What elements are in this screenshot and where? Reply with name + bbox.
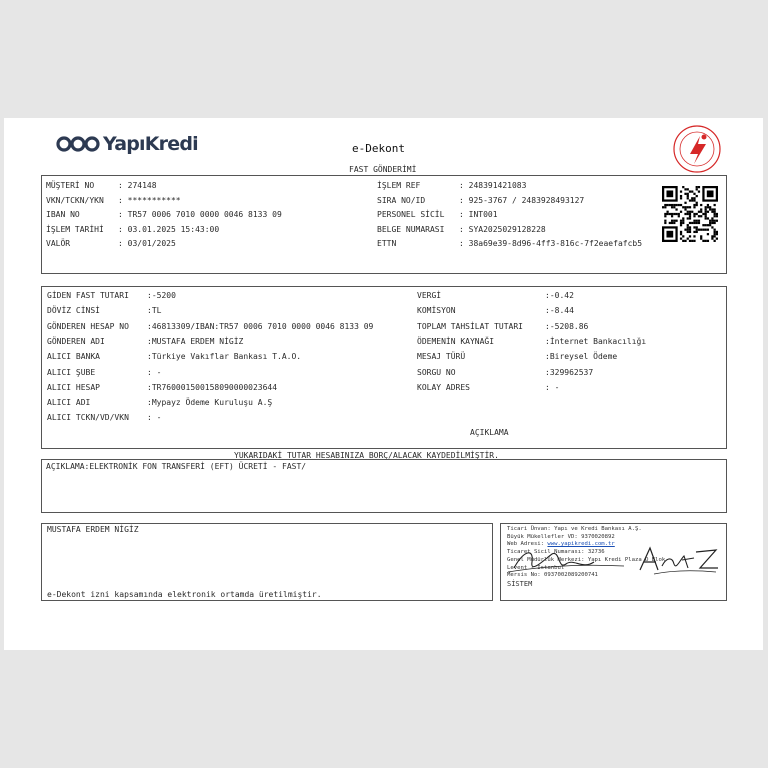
transfer-field-row [47,352,301,362]
transaction-field-label: BELGE NUMARASI [377,224,445,234]
transfer-field-value: :TL [147,306,162,316]
customer-field-value: : 03.01.2025 15:43:00 [118,224,220,234]
company-tax-office: Büyük Mükellefler VD: 9370020892 [507,533,615,540]
company-web-link[interactable]: www.yapikredi.com.tr [547,541,615,548]
fee-field-value: :-0.42 [545,291,574,300]
transfer-field-row [47,306,161,316]
fee-field-label: ÖDEMENİN KAYNAĞI [417,336,495,346]
transfer-field-label: ALICI TCKN/VD/VKN [47,413,129,423]
system-label: SİSTEM [507,579,533,588]
transfer-field-label: GÖNDEREN ADI [47,336,105,346]
customer-field-row [46,239,176,249]
fee-field-row [417,306,574,316]
transfer-field-value: :46813309/IBAN:TR57 0006 7010 0000 0046 8133 09 [147,321,374,331]
transfer-field-label: ALICI ADI [47,398,91,408]
transaction-field-value: : INT001 [459,210,498,219]
transfer-field-row [47,383,277,393]
fee-field-row [417,322,588,332]
document-title: e-Dekont [352,142,405,155]
transaction-field-row [377,239,642,249]
transfer-field-value: :-5200 [147,291,176,300]
transaction-field-row [377,196,584,206]
signature-icon [504,540,724,580]
transfer-field-row [47,291,176,301]
transfer-field-label: ALICI BANKA [47,352,100,362]
customer-field-row [46,210,282,220]
fee-field-value: :Bireysel Ödeme [545,352,618,362]
document-subtitle: FAST GÖNDERİMİ [349,165,417,174]
fee-field-label: SORGU NO [417,367,456,377]
customer-field-value: : 274148 [118,181,157,190]
yapikredi-logo [56,133,198,155]
customer-field-value: : *********** [118,195,181,205]
fee-field-label: KOMİSYON [417,306,456,316]
fee-field-value: :İnternet Bankacılığı [545,336,647,346]
transfer-field-value: : - [147,413,162,423]
customer-field-row [46,196,181,206]
notice-text: YUKARIDAKİ TUTAR HESABINIZA BORÇ/ALACAK KAYDEDİLMİŞTİR. [234,451,499,460]
transfer-field-row [47,398,272,408]
transaction-field-label: İŞLEM REF [377,181,421,190]
fee-field-label: KOLAY ADRES [417,382,470,392]
transaction-field-row [377,181,526,191]
fee-field-row [417,352,617,362]
receipt-sheet [4,118,763,650]
fee-field-label: TOPLAM TAHSİLAT TUTARI [417,321,523,331]
transfer-field-row [47,368,161,378]
transfer-field-row [47,413,161,423]
fee-field-label: VERGİ [417,291,442,300]
customer-name: MUSTAFA ERDEM NİGİZ [47,525,139,534]
fee-field-row [417,337,646,347]
fee-field-value: :-8.44 [545,306,574,316]
company-title: Ticari Ünvan: Yapı ve Kredi Bankası A.Ş. [507,526,642,532]
customer-field-label: IBAN NO [46,210,80,219]
transfer-field-label: GÖNDEREN HESAP NO [47,321,129,331]
transfer-field-row [47,322,373,332]
customer-field-value: : TR57 0006 7010 0000 0046 8133 09 [118,210,282,219]
transaction-field-value: : SYA2025029128228 [459,224,546,234]
customer-field-label: MÜŞTERİ NO [46,181,95,190]
fee-field-row [417,291,574,301]
transaction-field-row [377,225,546,235]
transfer-field-label: GİDEN FAST TUTARI [47,291,129,300]
company-city: Levent - İstanbul [507,564,565,571]
yapikredi-logo-icon [56,135,100,153]
fee-field-value: :329962537 [545,367,594,377]
fee-field-row [417,383,559,393]
fee-field-value: :-5208.86 [545,321,589,331]
transfer-field-value: :TR760001500158090000023644 [147,382,278,392]
transfer-field-value: :MUSTAFA ERDEM NİGİZ [147,336,244,346]
transaction-field-value: : 38a69e39-8d96-4ff3-816c-7f2eaefafcb5 [459,239,643,248]
customer-field-label: VALÖR [46,239,71,248]
transfer-field-value: :Mypayz Ödeme Kuruluşu A.Ş [147,398,273,408]
aciklama-label: AÇIKLAMA [470,428,509,437]
transaction-field-label: SIRA NO/ID [377,195,426,205]
fee-field-value: : - [545,382,560,392]
company-web: Web Adresi: www.yapikredi.com.tr [507,541,615,548]
customer-field-row [46,181,157,191]
bank-name: YapıKredi [103,133,198,155]
description-text: AÇIKLAMA:ELEKTRONİK FON TRANSFERİ (EFT) ÜCRETİ - FAST/ [46,462,307,471]
bank-seal-icon [672,124,722,174]
transfer-field-label: DÖVİZ CİNSİ [47,306,100,316]
customer-field-label: İŞLEM TARİHİ [46,224,104,234]
qr-code-icon [662,186,718,242]
transfer-field-label: ALICI ŞUBE [47,367,96,377]
fee-field-label: MESAJ TÜRÜ [417,352,466,362]
transaction-field-row [377,210,498,220]
customer-field-value: : 03/01/2025 [118,239,176,248]
company-registry: Ticaret Sicil Numarası: 32736 [507,549,605,556]
company-mersis: Mersis No: 0937002089200741 [507,572,598,579]
footer-note: e-Dekont izni kapsamında elektronik ortamda üretilmiştir. [47,590,322,599]
customer-field-label: VKN/TCKN/YKN [46,195,104,205]
fee-field-row [417,368,593,378]
transaction-field-value: : 925-3767 / 2483928493127 [459,195,585,205]
transaction-field-label: PERSONEL SİCİL [377,210,445,219]
transfer-field-row [47,337,243,347]
transaction-field-value: : 248391421083 [459,181,527,190]
transfer-field-value: :Türkiye Vakıflar Bankası T.A.O. [147,352,302,362]
transaction-field-label: ETTN [377,239,397,248]
transfer-field-label: ALICI HESAP [47,382,100,392]
transfer-field-value: : - [147,367,162,377]
customer-field-row [46,225,219,235]
company-hq: Genel Müdürlük Merkezi: Yapı Kredi Plaza D Blok [507,556,666,563]
